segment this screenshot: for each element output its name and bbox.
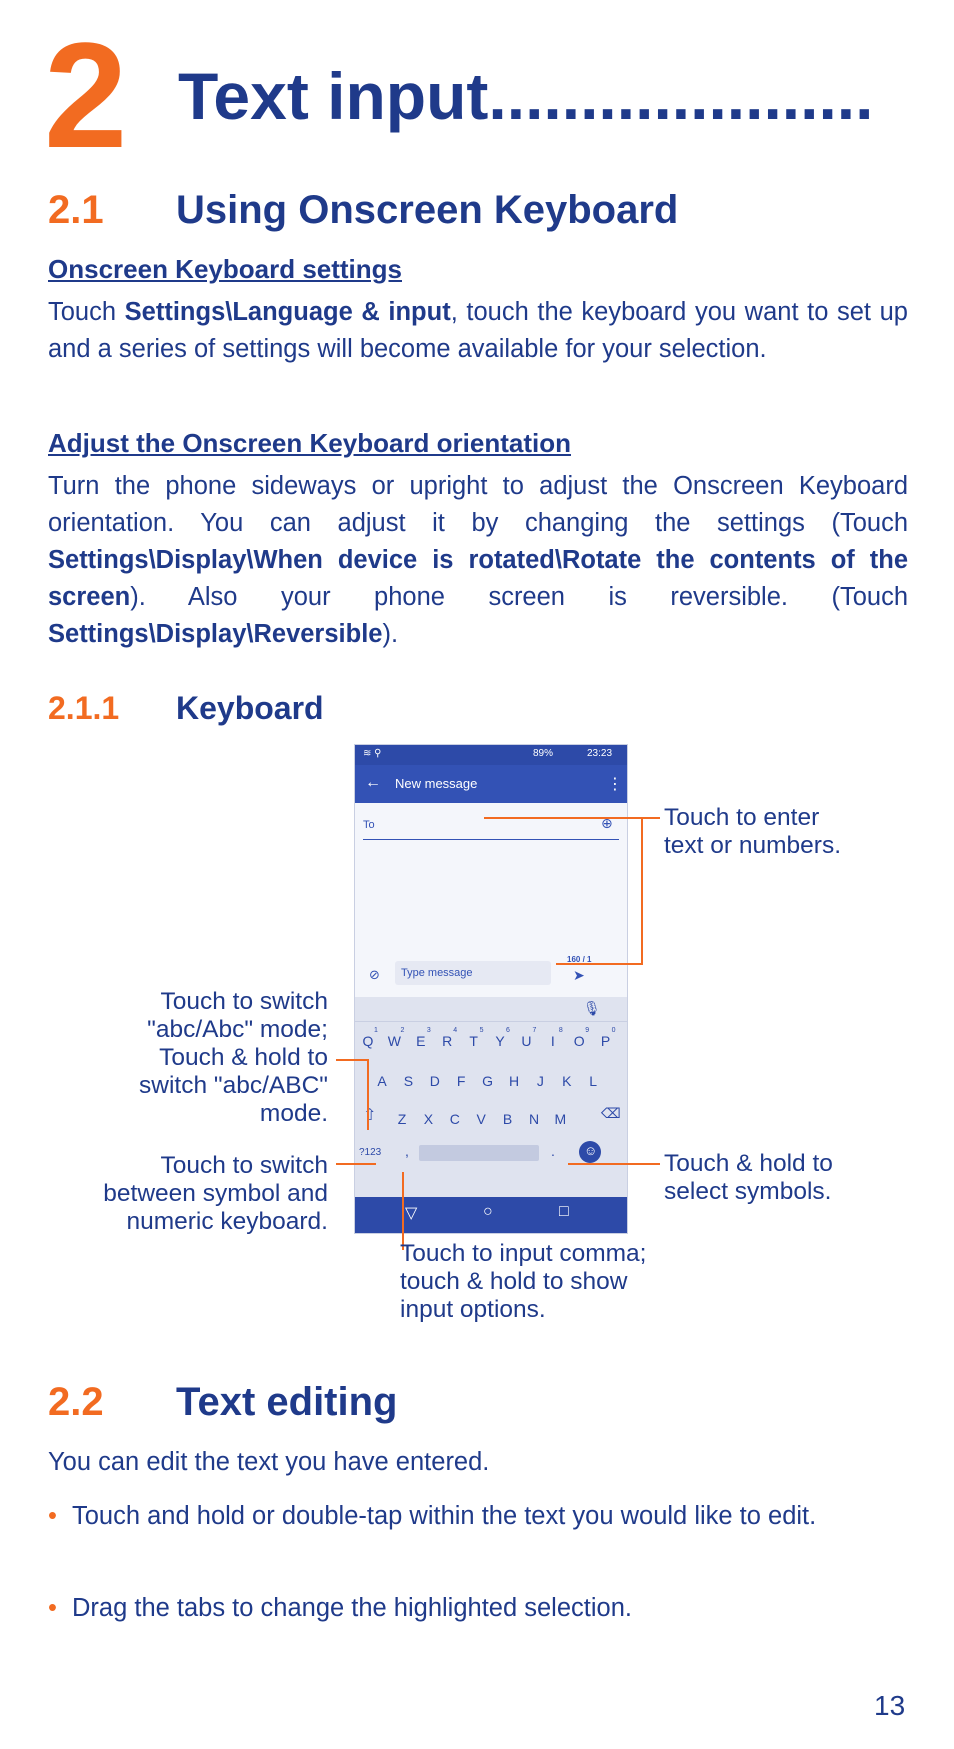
add-contact-icon[interactable]: ⊕: [601, 815, 613, 831]
key-hint-number: 1: [374, 1027, 378, 1034]
key-v[interactable]: V: [476, 1111, 486, 1127]
callout-enter-text: Touch to enter text or numbers.: [664, 804, 842, 859]
line-shift: [336, 1060, 368, 1130]
key-hint-number: 4: [453, 1027, 458, 1034]
section-number: 2.2: [48, 1380, 104, 1424]
section-title: Text editing: [176, 1380, 398, 1424]
emoji-icon: ☺: [584, 1143, 598, 1158]
symbol-key[interactable]: ?123: [359, 1147, 382, 1158]
subheading-keyboard-settings: Onscreen Keyboard settings: [48, 254, 402, 284]
key-e[interactable]: E: [416, 1033, 426, 1049]
key-r[interactable]: R: [442, 1033, 453, 1049]
callout-switch-mode: Touch to switch "abc/Abc" mode; Touch & hold to switch "abc/ABC" mode.: [139, 988, 328, 1127]
key-l[interactable]: L: [589, 1073, 598, 1089]
key-m[interactable]: M: [554, 1111, 567, 1127]
key-h[interactable]: H: [508, 1073, 520, 1089]
back-icon[interactable]: ▽: [405, 1205, 418, 1222]
key-u[interactable]: U: [521, 1033, 532, 1049]
key-hint-number: 0: [611, 1027, 616, 1034]
comma-key[interactable]: ,: [405, 1143, 409, 1159]
send-icon[interactable]: ➤: [573, 967, 585, 983]
bullet-item: • Drag the tabs to change the highlighted selection.: [48, 1590, 908, 1627]
key-p[interactable]: P: [600, 1033, 611, 1049]
key-z[interactable]: Z: [397, 1111, 407, 1127]
key-y[interactable]: Y: [495, 1033, 505, 1049]
bullet-dot: •: [48, 1594, 57, 1622]
chapter-title: Text input.....................: [178, 59, 874, 133]
key-d[interactable]: D: [429, 1073, 440, 1089]
key-q[interactable]: Q: [362, 1033, 374, 1049]
key-f[interactable]: F: [456, 1073, 466, 1089]
compose-placeholder: Type message: [401, 967, 473, 979]
shift-key[interactable]: ⇧: [363, 1107, 377, 1124]
bullet-item: • Touch and hold or double-tap within the text you would like to edit.: [48, 1498, 908, 1535]
callout-comma: Touch to input comma; touch & hold to show input options.: [400, 1240, 647, 1323]
chapter-number: 2: [44, 11, 128, 179]
callout-hold-symbols: Touch & hold to select symbols.: [664, 1150, 833, 1205]
callout-switch-symbol: Touch to switch between symbol and numeric keyboard.: [103, 1152, 328, 1235]
to-label: To: [363, 819, 375, 831]
key-hint-number: 6: [506, 1027, 510, 1034]
key-b[interactable]: B: [502, 1111, 513, 1127]
subsection-title: Keyboard: [176, 690, 324, 726]
attach-icon[interactable]: ⊘: [369, 967, 380, 982]
paragraph-keyboard-settings: Touch Settings\Language & input, touch the keyboard you want to set up and a series of settings will become available for your selection.: [48, 298, 908, 363]
battery-percent: 89%: [533, 748, 554, 759]
subheading-orientation: Adjust the Onscreen Keyboard orientation: [48, 428, 571, 458]
key-i[interactable]: I: [550, 1033, 555, 1049]
key-hint-number: 3: [426, 1027, 431, 1034]
key-a[interactable]: A: [377, 1073, 387, 1089]
key-k[interactable]: K: [562, 1073, 572, 1089]
app-title: New message: [395, 776, 478, 791]
key-j[interactable]: J: [536, 1073, 544, 1089]
section-number: 2.1: [48, 188, 104, 232]
subsection-number: 2.1.1: [48, 690, 120, 726]
key-w[interactable]: W: [387, 1033, 401, 1049]
key-n[interactable]: N: [528, 1111, 540, 1127]
key-g[interactable]: G: [482, 1073, 494, 1089]
home-icon[interactable]: ○: [483, 1203, 493, 1220]
page-number: 13: [874, 1690, 906, 1721]
recents-icon[interactable]: □: [559, 1203, 569, 1220]
paragraph-orientation: Turn the phone sideways or upright to adjust the Onscreen Keyboard orientation. You can adjust it by changing the settings (Touch Settings\Display\When device is rotated\Rotate the contents of the screen). Also your phone screen is reversible. (Touch Settings\Display\Reversible).: [48, 472, 908, 648]
key-hint-number: 9: [585, 1027, 590, 1034]
period-key[interactable]: .: [551, 1143, 555, 1159]
backspace-key[interactable]: ⌫: [601, 1105, 621, 1121]
more-vert-icon[interactable]: ⋮: [607, 776, 623, 793]
key-hint-number: 7: [532, 1027, 537, 1034]
key-s[interactable]: S: [403, 1073, 414, 1089]
key-t[interactable]: T: [469, 1033, 478, 1049]
status-time: 23:23: [587, 748, 613, 759]
char-count: 160 / 1: [567, 955, 592, 964]
key-o[interactable]: O: [573, 1033, 585, 1049]
paragraph-editing-intro: You can edit the text you have entered.: [48, 1448, 490, 1476]
key-hint-number: 5: [479, 1027, 484, 1034]
line-compose: [556, 818, 642, 964]
back-arrow-icon[interactable]: ←: [365, 774, 381, 791]
key-x[interactable]: X: [423, 1111, 434, 1127]
bullet-dot: •: [48, 1502, 57, 1530]
key-hint-number: 2: [400, 1027, 405, 1034]
key-hint-number: 8: [558, 1027, 563, 1034]
mic-icon[interactable]: 🎙: [583, 1000, 601, 1016]
key-c[interactable]: C: [449, 1111, 460, 1127]
wifi-icon: ≋ ⚲: [363, 748, 382, 759]
section-title: Using Onscreen Keyboard: [176, 188, 679, 232]
